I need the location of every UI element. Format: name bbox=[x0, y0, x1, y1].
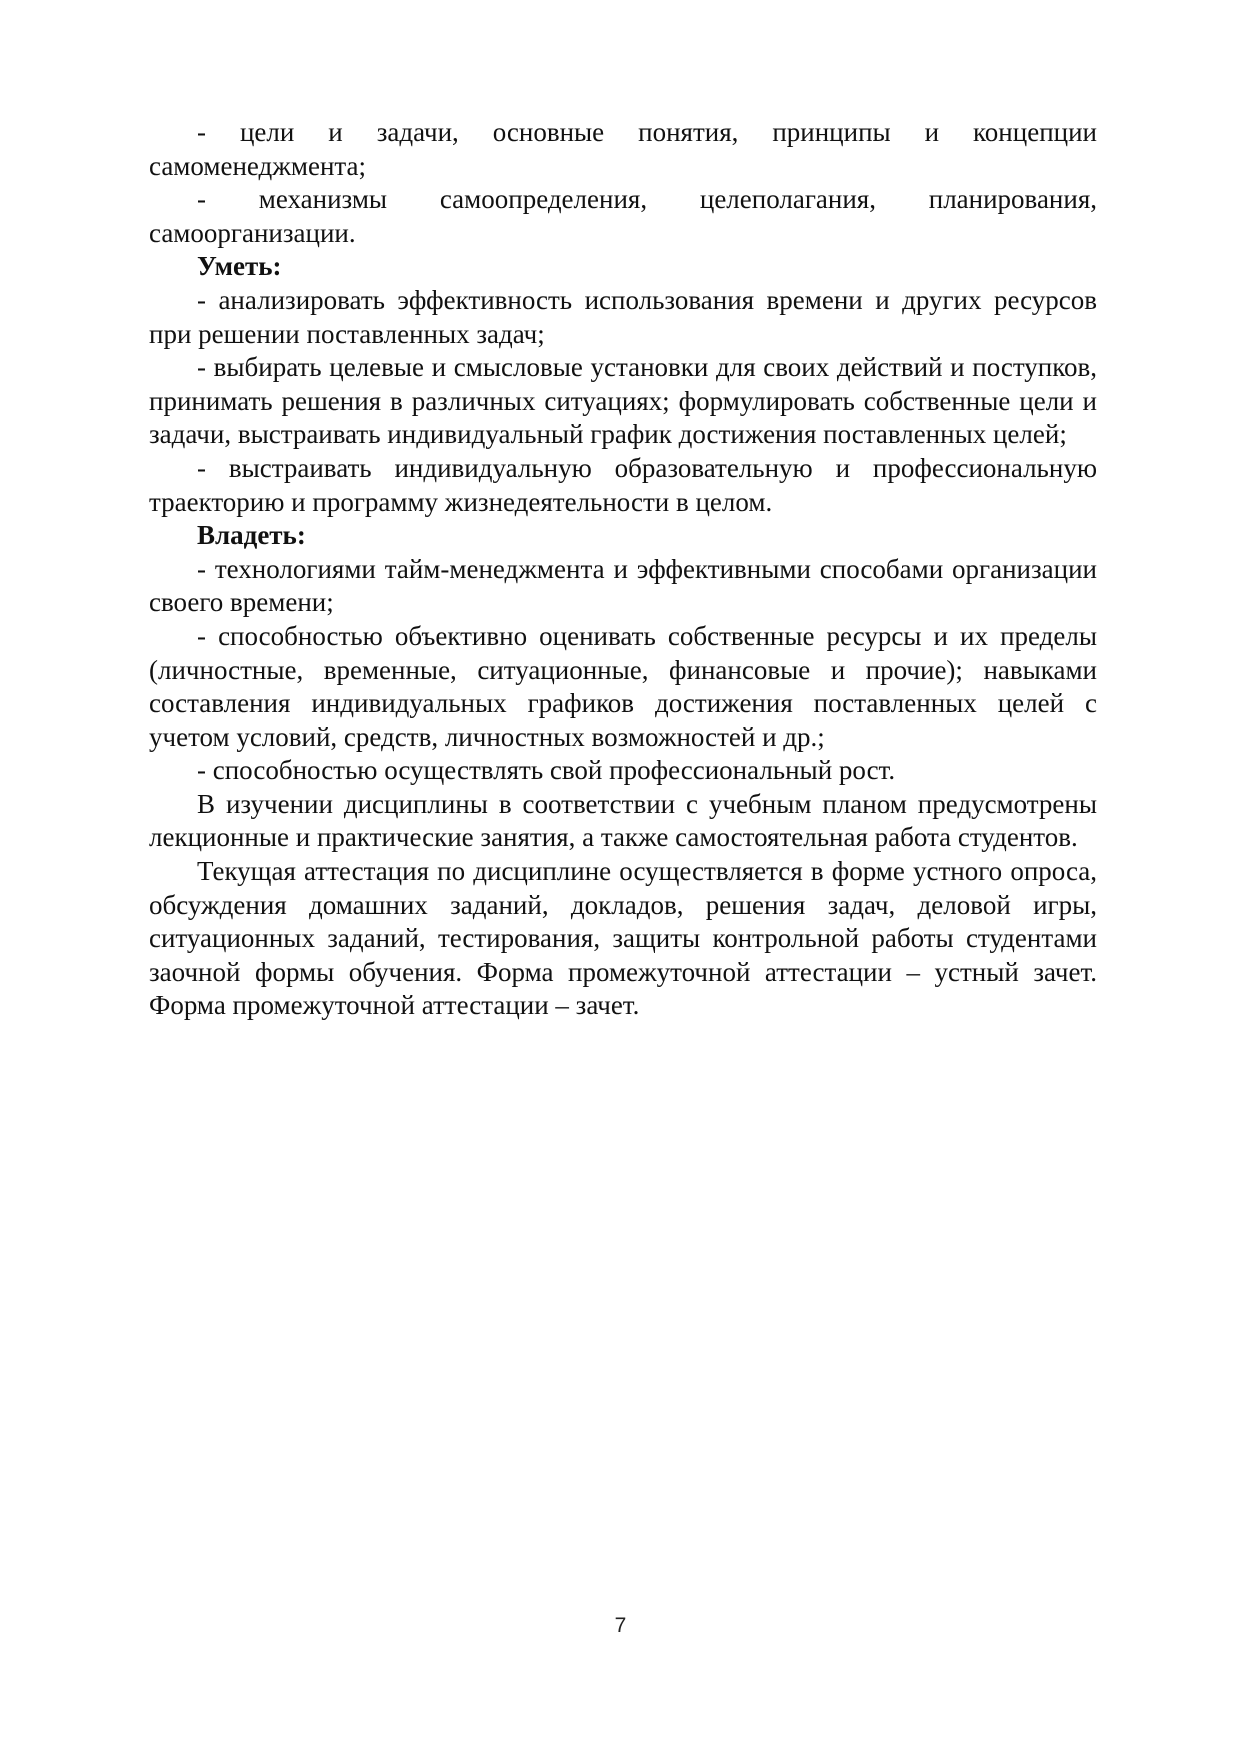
study-paragraph: В изучении дисциплины в соответствии с учебным планом предусмотрены лекционные и практические занятия, а также самостоятельная работа студентов. bbox=[149, 788, 1097, 853]
be-able-item-choose: - выбирать целевые и смысловые установки для своих действий и поступков, принимать решения в различных ситуациях; формулировать собственные цели и задачи, выстраивать индивидуальный график достижения поставленных целей; bbox=[149, 352, 1097, 450]
possess-heading: Владеть: bbox=[197, 520, 306, 551]
be-able-item-analyze: - анализировать эффективность использования времени и других ресурсов при решении поставленных задач; bbox=[149, 284, 1097, 349]
possess-item-growth: - способностью осуществлять свой профессиональный рост. bbox=[197, 755, 896, 786]
be-able-item-build: - выстраивать индивидуальную образовательную и профессиональную траекторию и программу жизнедеятельности в целом. bbox=[149, 452, 1097, 517]
body-text bbox=[149, 116, 1097, 1023]
page-number: 7 bbox=[614, 1614, 627, 1637]
assessment-paragraph: Текущая аттестация по дисциплине осуществляется в форме устного опроса, обсуждения домашних заданий, докладов, решения задач, деловой игры, ситуационных заданий, тестирования, защиты контрольной работы студентами заочной формы обучения. Форма промежуточной аттестации – устный зачет. Форма промежуточной аттестации – зачет. bbox=[149, 856, 1097, 1021]
know-item-goals: - цели и задачи, основные понятия, принципы и концепции самоменеджмента; bbox=[149, 117, 1097, 181]
possess-item-time-management: - технологиями тайм-менеджмента и эффективными способами организации своего времени; bbox=[149, 553, 1097, 618]
possess-item-resources: - способностью объективно оценивать собственные ресурсы и их пределы (личностные, временные, ситуационные, финансовые и прочие); навыками составления индивидуальных графиков достижения поставленных целей с учетом условий, средств, личностных возможностей и др.; bbox=[149, 620, 1097, 752]
know-item-mechanisms: - механизмы самоопределения, целеполагания, планирования, самоорганизации. bbox=[149, 184, 1097, 248]
be-able-heading: Уметь: bbox=[197, 251, 282, 282]
